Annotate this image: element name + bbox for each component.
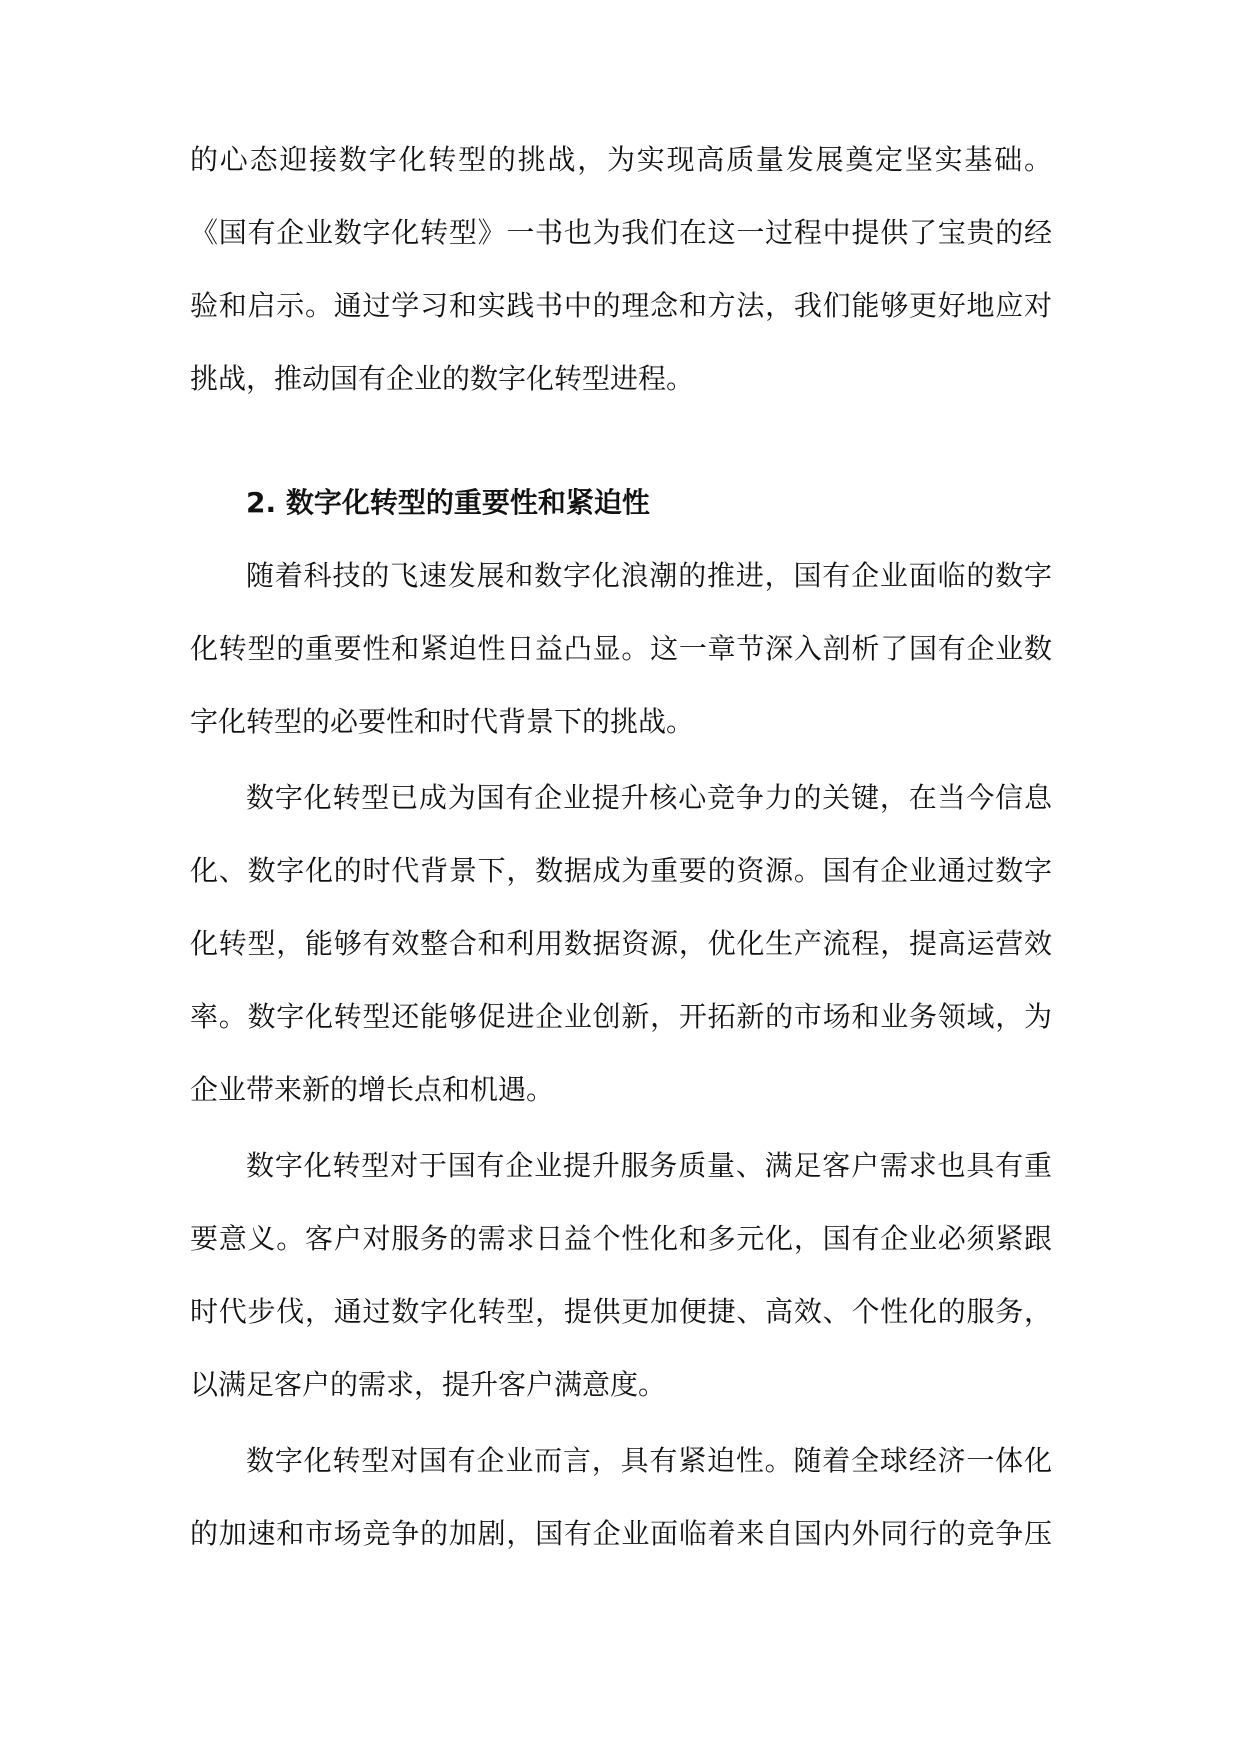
text-line: 以满足客户的需求，提升客户满意度。 <box>190 1368 667 1401</box>
text-line: 率。数字化转型还能够促进企业创新，开拓新的市场和业务领域，为 <box>190 1000 1052 1033</box>
text-line: 挑战，推动国有企业的数字化转型进程。 <box>190 362 695 395</box>
text-line: 企业带来新的增长点和机遇。 <box>190 1073 555 1106</box>
section-heading: 2. 数字化转型的重要性和紧迫性 <box>246 486 650 519</box>
text-line: 化转型，能够有效整合和利用数据资源，优化生产流程，提高运营效 <box>190 927 1052 960</box>
text-line: 要意义。客户对服务的需求日益个性化和多元化，国有企业必须紧跟 <box>190 1222 1052 1255</box>
text-line: 的加速和市场竞争的加剧，国有企业面临着来自国内外同行的竞争压 <box>190 1517 1052 1550</box>
text-line: 化、数字化的时代背景下，数据成为重要的资源。国有企业通过数字 <box>190 854 1052 887</box>
text-line: 数字化转型已成为国有企业提升核心竞争力的关键，在当今信息 <box>246 781 1052 814</box>
text-line: 数字化转型对于国有企业提升服务质量、满足客户需求也具有重 <box>246 1149 1052 1182</box>
text-line: 化转型的重要性和紧迫性日益凸显。这一章节深入剖析了国有企业数 <box>190 632 1052 665</box>
text-line: 字化转型的必要性和时代背景下的挑战。 <box>190 705 695 738</box>
text-line: 数字化转型对国有企业而言，具有紧迫性。随着全球经济一体化 <box>246 1444 1052 1477</box>
text-line: 的心态迎接数字化转型的挑战，为实现高质量发展奠定坚实基础。 <box>190 143 1052 176</box>
text-line: 《国有企业数字化转型》一书也为我们在这一过程中提供了宝贵的经 <box>190 216 1052 249</box>
text-line: 验和启示。通过学习和实践书中的理念和方法，我们能够更好地应对 <box>190 289 1052 322</box>
text-line: 随着科技的飞速发展和数字化浪潮的推进，国有企业面临的数字 <box>246 559 1052 592</box>
text-line: 时代步伐，通过数字化转型，提供更加便捷、高效、个性化的服务， <box>190 1295 1052 1328</box>
